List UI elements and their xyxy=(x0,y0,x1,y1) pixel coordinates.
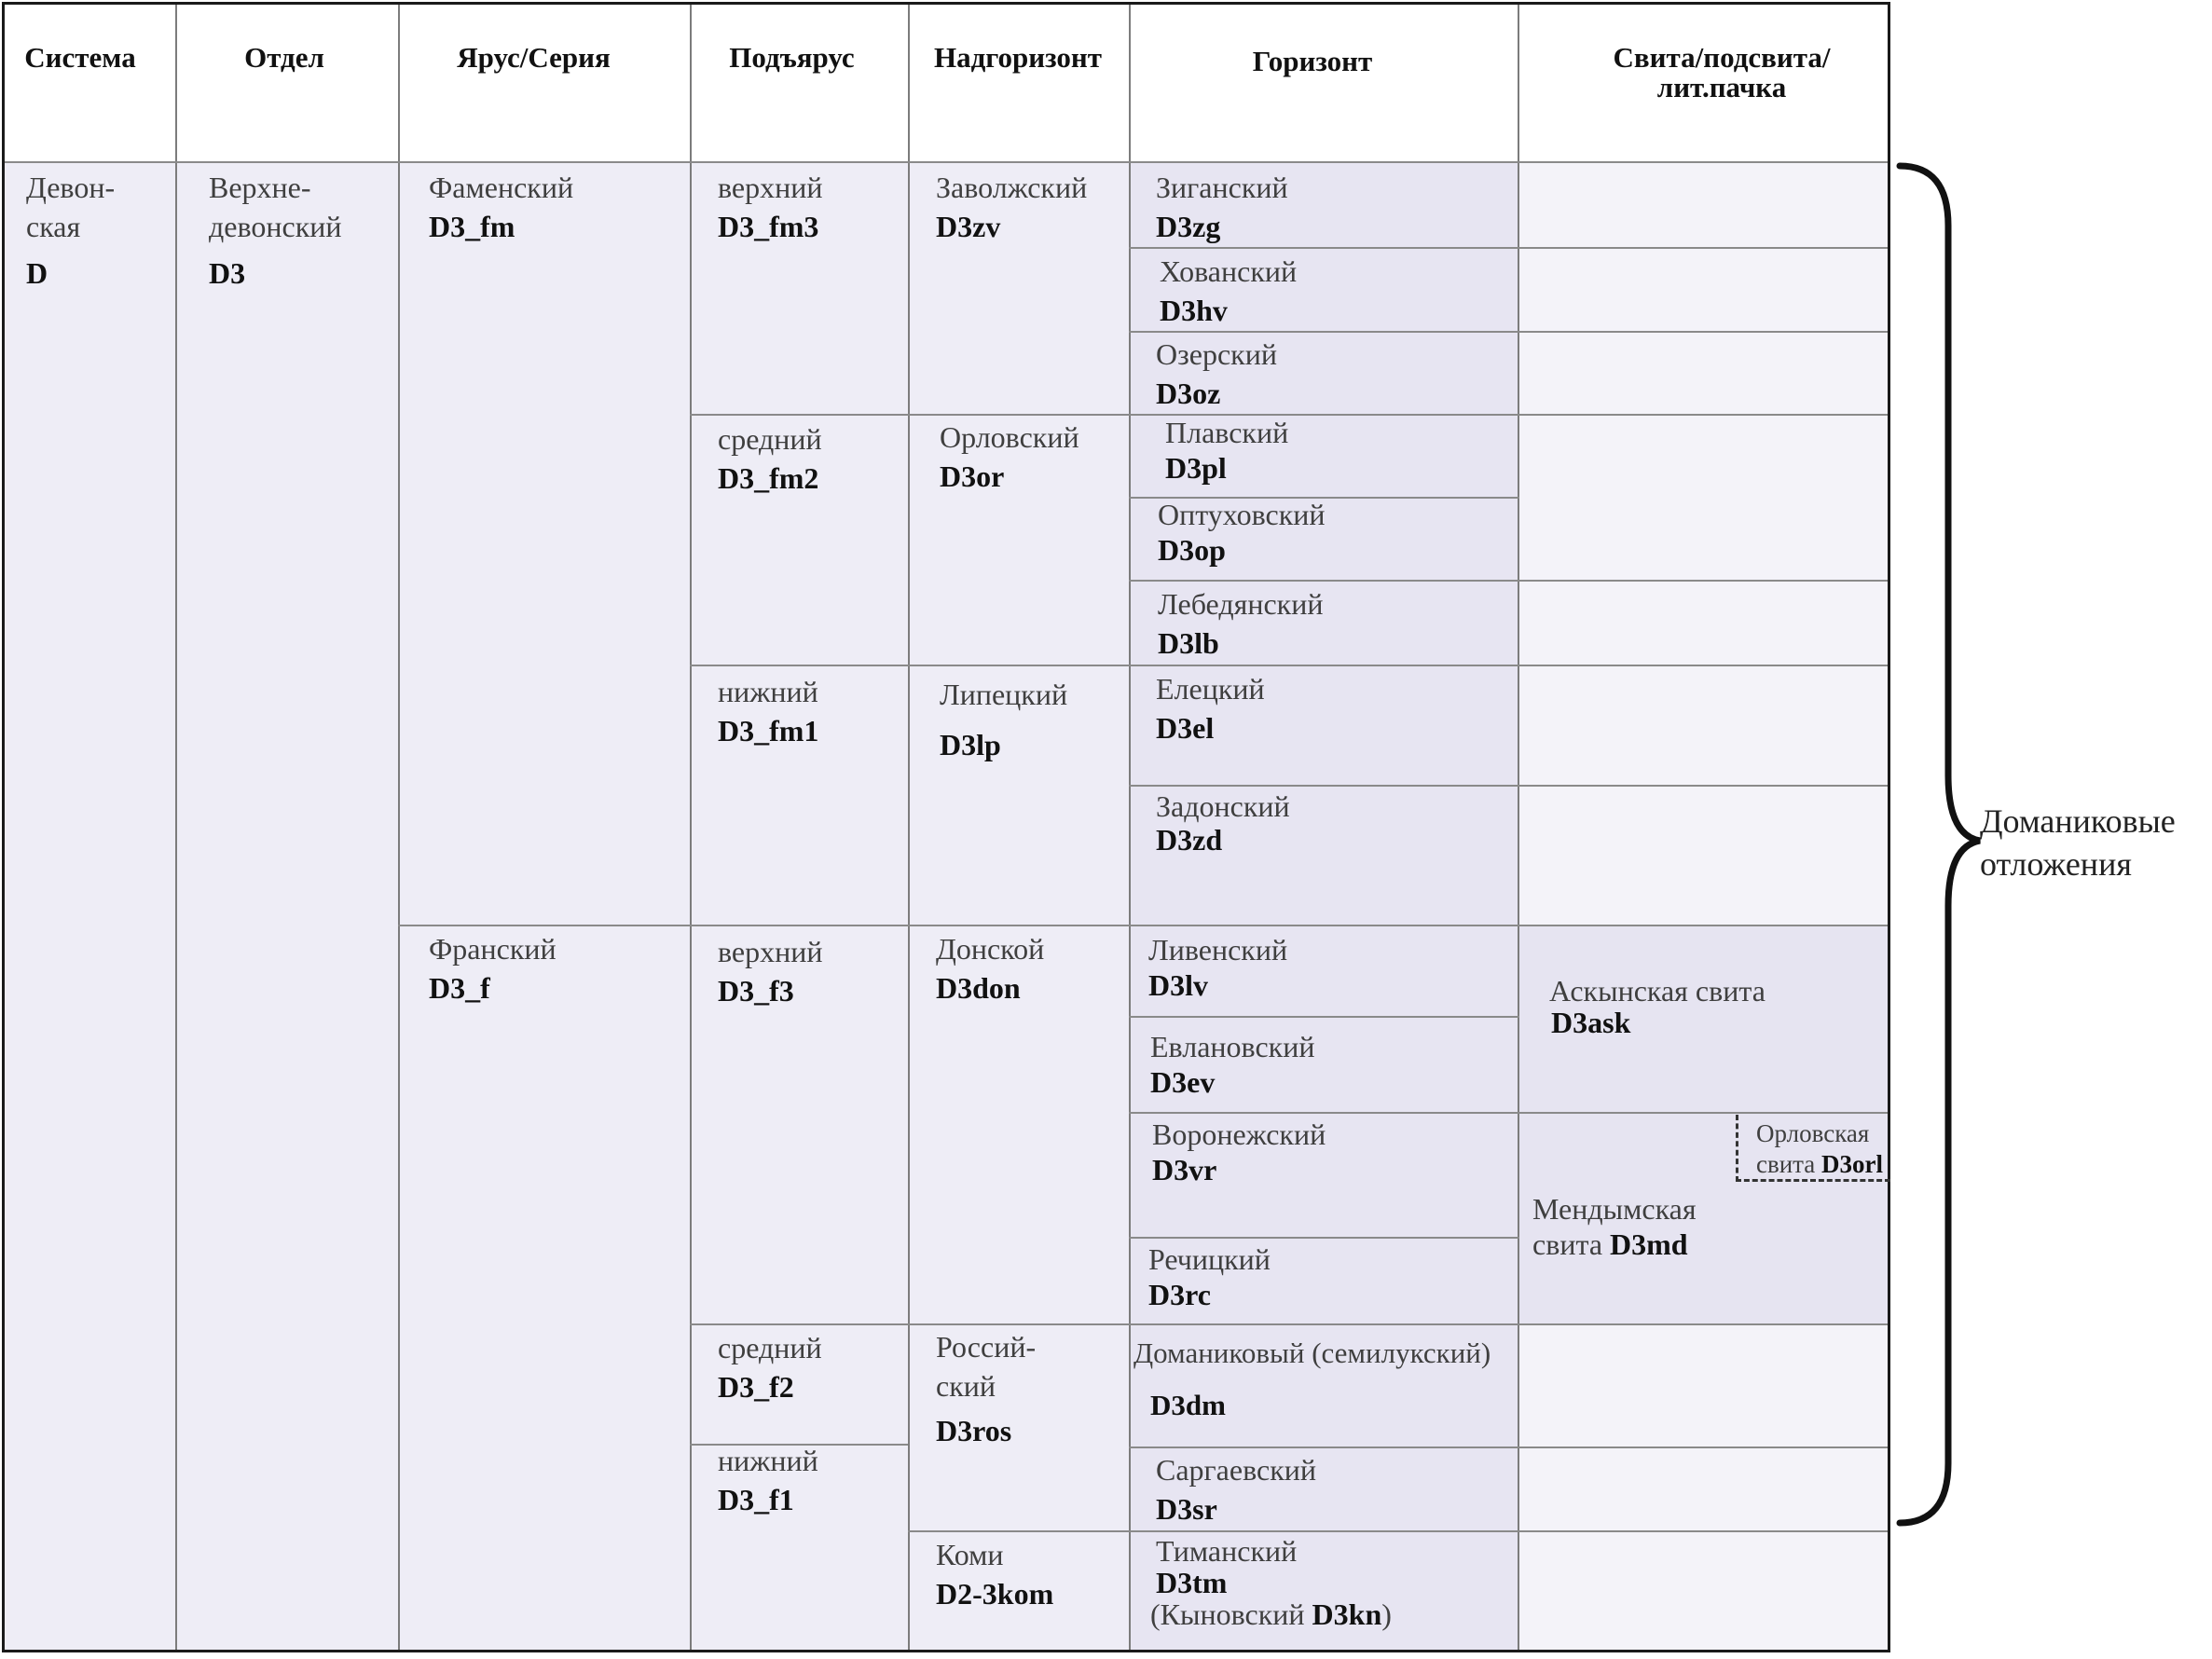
horizon-code: D3zg xyxy=(1156,210,1221,243)
kynovskiy-name: (Кыновский xyxy=(1150,1597,1312,1631)
horizon-name: Воронежский xyxy=(1152,1117,1326,1151)
horizon-code: D3rc xyxy=(1148,1278,1211,1311)
header-suite xyxy=(1521,43,1922,103)
superhorizon-name: ский xyxy=(936,1369,996,1403)
horizon-code: D3lv xyxy=(1148,968,1208,1002)
substage-f2 xyxy=(718,1328,822,1406)
horizon-plavskiy xyxy=(1165,415,1288,486)
horizon-timanskiy xyxy=(1150,1534,1392,1631)
horizon-code: D3zd xyxy=(1156,823,1223,857)
superhorizon-zavolzhsky xyxy=(936,168,1087,246)
header-horizon: Горизонт xyxy=(1252,45,1373,77)
horizon-domanikoviy xyxy=(1133,1334,1491,1425)
system-code: D xyxy=(26,256,48,290)
header-suite-line1: Свита/подсвита/ xyxy=(1613,41,1831,74)
department-name: девонский xyxy=(209,210,342,243)
substage-code: D3_f3 xyxy=(718,974,794,1008)
substage-f3 xyxy=(718,932,823,1010)
superhorizon-lipetsky xyxy=(940,675,1067,764)
horizon-code: D3oz xyxy=(1156,377,1221,410)
substage-fm2 xyxy=(718,419,822,498)
horizon-name: Оптуховский xyxy=(1158,498,1326,531)
horizon-zadonskiy xyxy=(1156,789,1290,857)
horizon-name: Саргаевский xyxy=(1156,1453,1316,1487)
header-suite-line2: лит.пачка xyxy=(1656,71,1787,103)
horizon-name: Лебедянский xyxy=(1158,587,1324,621)
substage-name: средний xyxy=(718,422,822,456)
superhorizon-name: Заволжский xyxy=(936,171,1088,204)
horizon-eletskiy xyxy=(1156,669,1265,747)
superhorizon-code: D3zv xyxy=(936,210,1001,243)
stage-famennian xyxy=(429,168,573,246)
superhorizon-code: D3lp xyxy=(940,728,1001,761)
substage-code: D3_fm2 xyxy=(718,461,819,495)
header-substage: Подъярус xyxy=(729,41,855,74)
horizon-sargaevskiy xyxy=(1156,1450,1316,1529)
horizon-code: D3dm xyxy=(1150,1389,1226,1421)
horizon-code: D3op xyxy=(1158,533,1226,567)
superhorizon-komi xyxy=(936,1535,1053,1613)
horizon-code: D3ev xyxy=(1150,1065,1216,1099)
system-name: ская xyxy=(26,210,81,243)
substage-name: верхний xyxy=(718,935,823,968)
horizon-ozerskiy xyxy=(1156,335,1277,413)
horizon-kynovskiy xyxy=(1150,1597,1392,1631)
horizon-name: Евлановский xyxy=(1150,1030,1315,1063)
substage-fm3 xyxy=(718,168,823,246)
horizon-code: D3tm xyxy=(1156,1566,1228,1599)
system-name: Девон- xyxy=(26,171,116,204)
horizon-code: D3lb xyxy=(1158,626,1219,660)
substage-code: D3_fm1 xyxy=(718,714,819,747)
horizon-code: D3vr xyxy=(1152,1153,1217,1186)
substage-code: D3_f1 xyxy=(718,1483,794,1516)
suite-code: D3ask xyxy=(1551,1006,1631,1039)
superhorizon-code: D3don xyxy=(936,971,1021,1005)
substage-name: верхний xyxy=(718,171,823,204)
stage-code: D3_f xyxy=(429,971,490,1005)
horizon-name: Озерский xyxy=(1156,337,1277,371)
department-code: D3 xyxy=(209,256,246,290)
horizon-lebedyanskiy xyxy=(1158,584,1323,663)
header-system: Система xyxy=(24,41,136,74)
horizon-name: Хованский xyxy=(1160,254,1298,288)
department-cell xyxy=(209,168,342,293)
header-superhorizon: Надгоризонт xyxy=(933,41,1103,74)
horizon-livenskiy xyxy=(1148,932,1287,1003)
suite-name: Аскынская свита xyxy=(1549,974,1765,1008)
horizon-code: D3hv xyxy=(1160,294,1228,327)
horizon-name: Доманиковый (семилукский) xyxy=(1133,1337,1491,1369)
department-name: Верхне- xyxy=(209,171,311,204)
suite-code: D3md xyxy=(1610,1227,1688,1261)
horizon-name: Ливенский xyxy=(1148,933,1288,967)
suite-orlov xyxy=(1756,1118,1883,1180)
horizon-code: D3sr xyxy=(1156,1492,1217,1526)
horizon-name: Тиманский xyxy=(1156,1534,1298,1568)
kynovskiy-close: ) xyxy=(1381,1597,1392,1631)
header-department: Отдел xyxy=(244,41,324,74)
brace-label xyxy=(1980,800,2176,885)
superhorizon-name: Коми xyxy=(936,1538,1004,1571)
horizon-evlanovskiy xyxy=(1150,1029,1314,1100)
horizon-voronezhskiy xyxy=(1152,1117,1326,1187)
horizon-name: Зиганский xyxy=(1156,171,1288,204)
horizon-name: Плавский xyxy=(1165,416,1289,449)
suite-mendym xyxy=(1532,1191,1697,1262)
superhorizon-name: Донской xyxy=(936,932,1045,966)
horizon-code: D3pl xyxy=(1165,451,1227,485)
substage-code: D3_fm3 xyxy=(718,210,819,243)
substage-name: средний xyxy=(718,1331,822,1364)
horizon-code: D3el xyxy=(1156,711,1215,745)
horizon-name: Задонский xyxy=(1156,789,1290,823)
substage-name: нижний xyxy=(718,1444,818,1477)
system-cell xyxy=(26,168,115,293)
substage-fm1 xyxy=(718,672,818,750)
superhorizon-name: Россий- xyxy=(936,1330,1037,1364)
superhorizon-orlovsky xyxy=(940,418,1079,496)
domanik-brace xyxy=(1892,160,1985,1540)
superhorizon-code: D3ros xyxy=(936,1414,1012,1447)
suite-code: D3orl xyxy=(1821,1150,1884,1178)
kynovskiy-code: D3kn xyxy=(1312,1597,1382,1631)
substage-name: нижний xyxy=(718,675,818,708)
horizon-name: Речицкий xyxy=(1148,1242,1271,1276)
horizon-optukhovskiy xyxy=(1158,497,1326,568)
stage-name: Фаменский xyxy=(429,171,574,204)
superhorizon-code: D3or xyxy=(940,459,1005,493)
stage-name: Франский xyxy=(429,932,556,966)
substage-code: D3_f2 xyxy=(718,1370,794,1404)
substage-f1 xyxy=(718,1441,818,1519)
horizon-khovanskiy xyxy=(1160,252,1297,330)
suite-name: Мендымская xyxy=(1532,1192,1697,1226)
superhorizon-name: Орловский xyxy=(940,420,1079,454)
horizon-ziganskiy xyxy=(1156,168,1288,246)
suite-name: Орловская xyxy=(1756,1119,1870,1147)
superhorizon-name: Липецкий xyxy=(940,678,1068,711)
header-stage: Ярус/Серия xyxy=(457,41,611,74)
superhorizon-rossiysky xyxy=(936,1327,1036,1450)
superhorizon-code: D2-3kom xyxy=(936,1577,1054,1611)
suite-name: свита xyxy=(1756,1150,1822,1178)
horizon-rechitskiy xyxy=(1148,1241,1271,1312)
horizon-name: Елецкий xyxy=(1156,672,1265,706)
stage-frasnian xyxy=(429,929,556,1008)
suite-askyn xyxy=(1549,975,1765,1038)
suite-name: свита xyxy=(1532,1227,1611,1261)
superhorizon-donskoy xyxy=(936,929,1044,1008)
brace-label-line2: отложения xyxy=(1980,845,2132,883)
stage-code: D3_fm xyxy=(429,210,515,243)
brace-label-line1: Доманиковые xyxy=(1980,802,2176,840)
